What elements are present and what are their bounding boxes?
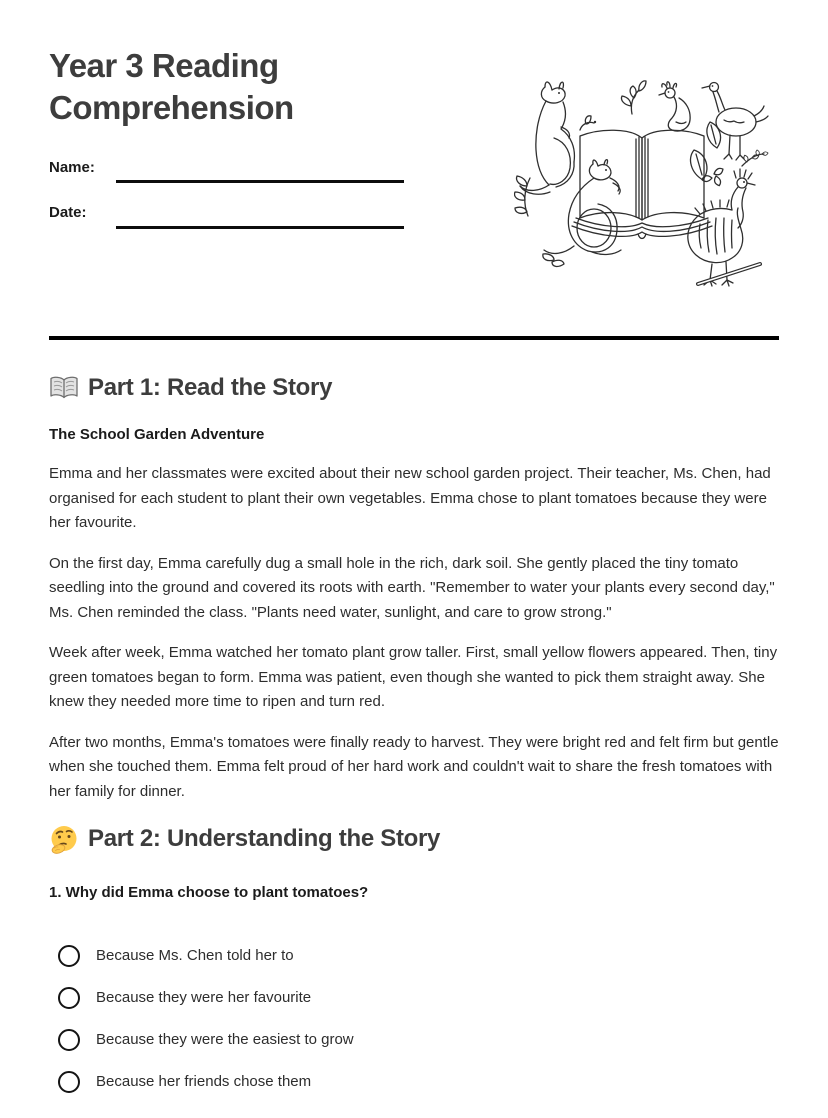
section-divider [49,336,779,340]
date-underline [116,226,404,229]
part2-heading [49,823,781,855]
answer-option-1-label: Because Ms. Chen told her to [96,947,294,964]
answer-option-3-label: Because they were the easiest to grow [96,1031,354,1048]
illustration-svg [514,74,772,294]
part2-section [49,823,781,1112]
part1-heading [49,372,781,404]
answer-option-2[interactable] [58,986,781,1009]
radio-button-1[interactable] [58,945,80,967]
answer-option-3[interactable] [58,1028,781,1051]
answer-option-4-label: Because her friends chose them [96,1073,312,1090]
story-body [49,462,781,804]
answer-option-4[interactable] [58,1070,781,1093]
story-title: The School Garden Adventure [49,426,265,443]
radio-button-4[interactable] [58,1071,80,1093]
thinking-face-icon [49,824,79,854]
answer-option-2-label: Because they were her favourite [96,989,312,1006]
part2-heading-text: Part 2: Understanding the Story [88,825,441,852]
animals-book-illustration [514,74,772,294]
answer-option-1[interactable] [58,944,781,967]
part1-heading-text: Part 1: Read the Story [88,374,333,401]
name-label: Name: [49,159,95,176]
question-1: 1. Why did Emma choose to plant tomatoes? [49,884,369,901]
part1-section [49,372,781,804]
name-underline [116,180,404,183]
radio-button-2[interactable] [58,987,80,1009]
story-paragraph-4: After two months, Emma's tomatoes were finally ready to harvest. They were bright red and felt firm but gentle when she touched them. Emma felt proud of her hard work and couldn't wait to share the fresh tomatoes with her family for dinner. [49,733,779,800]
date-label: Date: [49,204,87,221]
story-paragraph-2: On the first day, Emma carefully dug a small hole in the rich, dark soil. She gently placed the tiny tomato seedling into the ground and covered its roots with earth. "Remember to water your plants every second day," Ms. Chen reminded the class. "Plants need water, sunlight, and care to grow strong." [49,554,775,621]
story-paragraph-1: Emma and her classmates were excited about their new school garden project. Their teacher, Ms. Chen, had organised for each student to plant their own vegetables. Emma chose to plant tomatoes because they were her favourite. [49,465,771,531]
story-paragraph-3: Week after week, Emma watched her tomato plant grow taller. First, small yellow flowers appeared. Then, tiny green tomatoes began to form. Emma was patient, even though she wanted to pick them straight away. She knew they needed more time to ripen and turn red. [49,644,778,710]
radio-button-3[interactable] [58,1029,80,1051]
question-1-options [49,944,781,1093]
page-title: Year 3 Reading Comprehension [49,47,294,126]
open-book-icon [49,375,79,401]
